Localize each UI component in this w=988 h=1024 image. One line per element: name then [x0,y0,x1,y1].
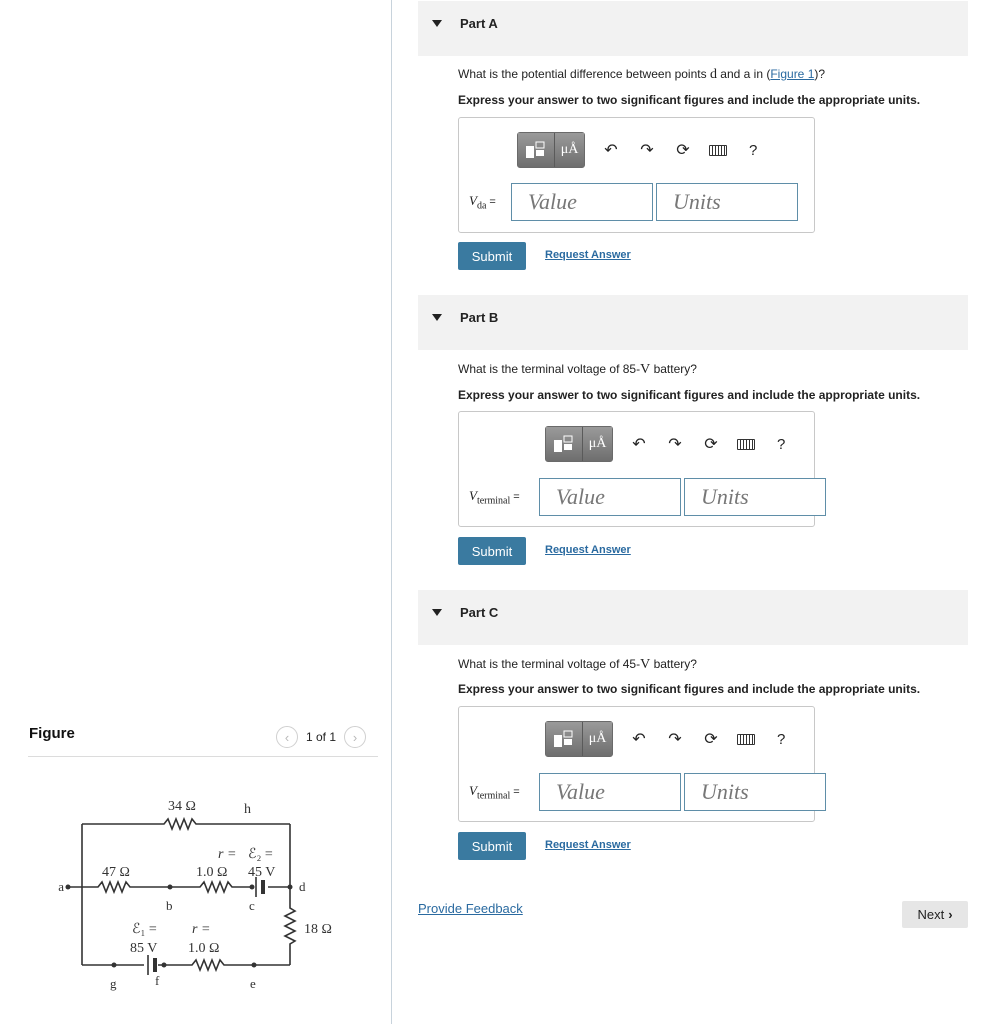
label-node-h: h [244,802,251,817]
part-b-variable: $V_{terminal}$ = [469,488,520,507]
undo-icon[interactable]: ↶ [604,142,618,159]
label-r-left: 47 Ω [102,865,130,880]
chevron-right-icon: › [352,729,358,745]
part-b-header[interactable] [418,295,968,350]
label-emf1: ℰ₁ = [132,922,157,937]
part-c-question: What is the terminal voltage of 45-V battery? [458,657,697,672]
collapse-arrow-icon [432,314,442,321]
label-r1: r = [192,922,211,937]
prev-figure-button[interactable] [276,726,298,748]
label-node-e: e [250,976,256,991]
redo-icon[interactable]: ↷ [668,731,682,748]
label-r-right: 18 Ω [304,922,332,937]
units-button[interactable]: μÅ [582,722,612,756]
templates-icon [553,435,575,453]
circuit-diagram [58,790,332,1000]
help-icon[interactable]: ? [777,435,786,453]
chevron-right-icon: › [948,907,953,922]
part-a-instruction: Express your answer to two significant figures and include the appropriate units. [458,93,921,107]
part-b-request-answer-link[interactable]: Request Answer [545,544,631,556]
collapse-arrow-icon [432,20,442,27]
undo-icon[interactable]: ↶ [632,436,646,453]
part-a-submit-button[interactable]: Submit [458,242,526,270]
part-a-value-input[interactable]: Value [511,183,653,221]
label-r1-value: 1.0 Ω [188,941,220,956]
part-a-answer-box [458,117,815,233]
label-node-a: a [58,879,64,894]
part-b-toolbar [545,426,785,462]
label-r2-value: 1.0 Ω [196,865,228,880]
part-a-units-input[interactable]: Units [656,183,798,221]
help-icon[interactable]: ? [749,141,758,159]
next-label: Next [917,907,945,922]
part-a-question: What is the potential difference between points d and a in (Figure 1)? [458,67,826,82]
part-c-label: Part C [460,605,499,620]
next-button[interactable] [902,901,968,928]
next-figure-button[interactable] [344,726,366,748]
label-node-d: d [299,879,306,894]
chevron-left-icon: ‹ [284,729,290,745]
part-a-variable: $V_{da}$ = [469,193,496,212]
reset-icon[interactable]: ⟳ [676,142,690,159]
keyboard-icon[interactable] [737,734,755,745]
figure-link[interactable]: Figure 1 [770,67,815,81]
pager-text: 1 of 1 [306,730,337,744]
undo-icon[interactable]: ↶ [632,731,646,748]
label-emf2-value: 45 V [248,865,276,880]
part-b-answer-box [458,411,815,527]
figure-title: Figure [29,725,75,742]
part-c-instruction: Express your answer to two significant figures and include the appropriate units. [458,682,921,696]
figure-divider [28,756,378,757]
part-c-answer-box [458,706,815,822]
keyboard-icon[interactable] [737,439,755,450]
provide-feedback-link[interactable]: Provide Feedback [418,901,523,916]
templates-button[interactable] [546,722,582,756]
figure-pager [276,726,366,748]
part-c-units-input[interactable]: Units [684,773,826,811]
label-node-g: g [110,976,117,991]
label-node-c: c [249,898,255,913]
part-a-label: Part A [460,16,498,31]
redo-icon[interactable]: ↷ [640,142,654,159]
label-r2: r = [218,847,237,862]
reset-icon[interactable]: ⟳ [704,731,718,748]
label-emf1-value: 85 V [130,941,158,956]
templates-button[interactable] [546,427,582,461]
reset-icon[interactable]: ⟳ [704,436,718,453]
part-c-value-input[interactable]: Value [539,773,681,811]
collapse-arrow-icon [432,609,442,616]
part-b-label: Part B [460,310,499,325]
part-c-header[interactable] [418,590,968,645]
keyboard-icon[interactable] [709,145,727,156]
part-b-question: What is the terminal voltage of 85-V battery? [458,362,697,377]
part-a-header[interactable] [418,1,968,56]
units-button[interactable]: μÅ [582,427,612,461]
part-c-submit-button[interactable]: Submit [458,832,526,860]
templates-icon [525,141,547,159]
part-b-instruction: Express your answer to two significant figures and include the appropriate units. [458,388,921,402]
part-a-toolbar [517,132,757,168]
part-c-variable: $V_{terminal}$ = [469,783,520,802]
label-emf2: ℰ₂ = [248,847,273,862]
templates-icon [553,730,575,748]
templates-button[interactable] [518,133,554,167]
part-b-units-input[interactable]: Units [684,478,826,516]
label-node-b: b [166,898,173,913]
part-a-request-answer-link[interactable]: Request Answer [545,249,631,261]
label-node-f: f [155,973,160,988]
panel-divider [391,0,392,1024]
part-b-submit-button[interactable]: Submit [458,537,526,565]
redo-icon[interactable]: ↷ [668,436,682,453]
part-b-value-input[interactable]: Value [539,478,681,516]
units-button[interactable]: μÅ [554,133,584,167]
part-c-toolbar [545,721,785,757]
label-r-top: 34 Ω [168,799,196,814]
part-c-request-answer-link[interactable]: Request Answer [545,839,631,851]
help-icon[interactable]: ? [777,730,786,748]
